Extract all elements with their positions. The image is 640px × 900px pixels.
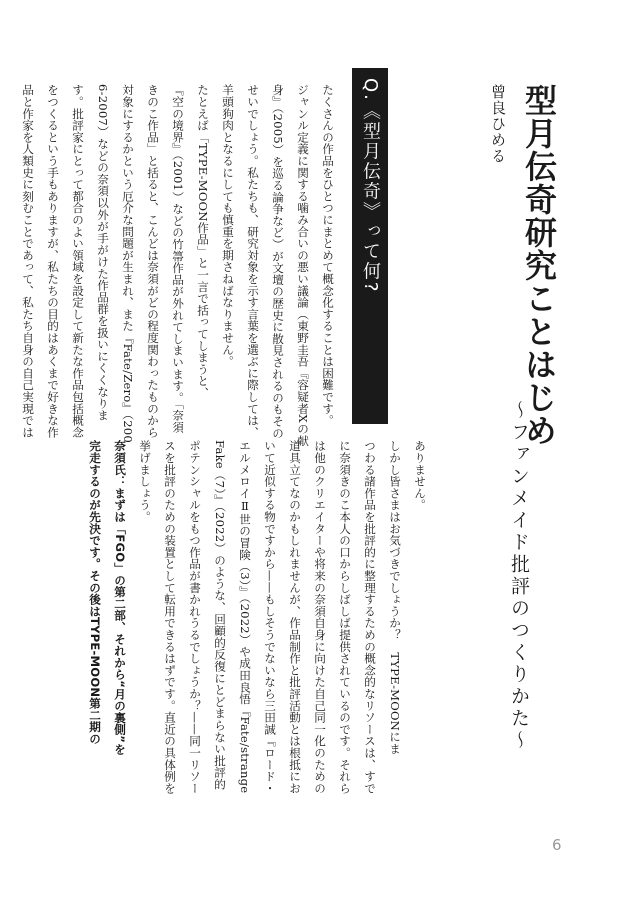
text-line: 6-2007）などの奈須以外が手がけた作品群を扱いにくくなりま [96, 84, 110, 421]
text-line: 挙げましょう。 [138, 440, 152, 523]
text-line: 品と作家を人類史に刻むことであって、私たち自身の自己実現では [21, 84, 35, 438]
text-line: 身』（2005）を巡る論争など）が文壇の歴史に散見されるのもその [271, 84, 285, 439]
text-line: エルメロイⅡ世の冒険（3）』（2022）や成田良悟『Fate/strange [238, 440, 252, 794]
text-line: スを批評のための装置として転用できるはずです。直近の具体例を [163, 440, 177, 794]
text-line: きのこ作品」と括ると、こんどは奈須がどの程度関わったものから [146, 84, 160, 438]
text-line: は他のクリエイターや将来の奈須自身に向けた自己同一化のための [313, 440, 327, 794]
body-text-lower [72, 440, 432, 794]
text-line: ジャンル定義に関する噛み合いの悪い議論（東野圭吾『容疑者Xの献 [296, 84, 310, 447]
text-line: ありません。 [413, 440, 427, 511]
text-line: す。批評家にとって都合のよい領域を設定して新たな作品包括概念 [71, 84, 85, 438]
text-line: ポテンシャルをもつ作品が書かれうるでしょうか？——同一リソー [188, 440, 202, 794]
text-line: に奈須きのこ本人の口からしばしば提供されているのです。それら [338, 440, 352, 794]
text-line: しかし皆さまはお気づきでしょうか？ TYPE-MOONにま [388, 440, 402, 755]
author-name: 曾良ひめる [489, 84, 507, 164]
text-line: つわる諸作品を批評的に整理するための概念的なリソースは、すで [363, 440, 377, 794]
article-subtitle: ～ファンメイド批評のつくりかた～ [508, 400, 530, 752]
text-line: せいでしょう。私たちも、研究対象を示す言葉を選ぶに際しては、 [246, 84, 260, 438]
question-heading-box [352, 68, 388, 424]
article-title: 型月伝奇研究ことはじめ [520, 84, 558, 447]
text-line: 道具立てなのかもしれませんが、作品制作と批評活動とは根抵にお [288, 440, 302, 794]
text-line: Fake（7）』（2022）のような、回顧的反復にとどまらない批評的 [213, 440, 227, 791]
text-line: たくさんの作品をひとつにまとめて概念化することは困難です。 [321, 84, 335, 427]
text-line: いて近似する物ですから——もしそうでないなら三田誠『ロード・ [263, 440, 277, 794]
quote-line-bold: 完走するのが先決です。その後はTYPE-MOON第二期の [88, 440, 102, 745]
question-heading: Q.《型月伝奇》って何? [360, 78, 381, 294]
text-line: をつくるという手もありますが、私たちの目的はあくまで好きな作 [46, 84, 60, 438]
text-line: 『空の境界』（2001）などの竹箒作品が外れてしまいます。「奈須 [171, 84, 185, 434]
text-line: 対象にするかという厄介な問題が生まれ、また『Fate/Zero』（200 [121, 84, 135, 443]
body-text-upper [21, 84, 340, 447]
text-line: 羊頭狗肉となるにしても慎重を期さねばなりません。 [221, 84, 235, 368]
page-number: 6 [552, 836, 562, 854]
text-line: たとえば「TYPE-MOON作品」と一言で括ってしまうと、 [196, 84, 210, 399]
quote-line-bold: 奈須氏：まずは「FGO」の第二部、それから“月の裏側”を [113, 440, 127, 755]
